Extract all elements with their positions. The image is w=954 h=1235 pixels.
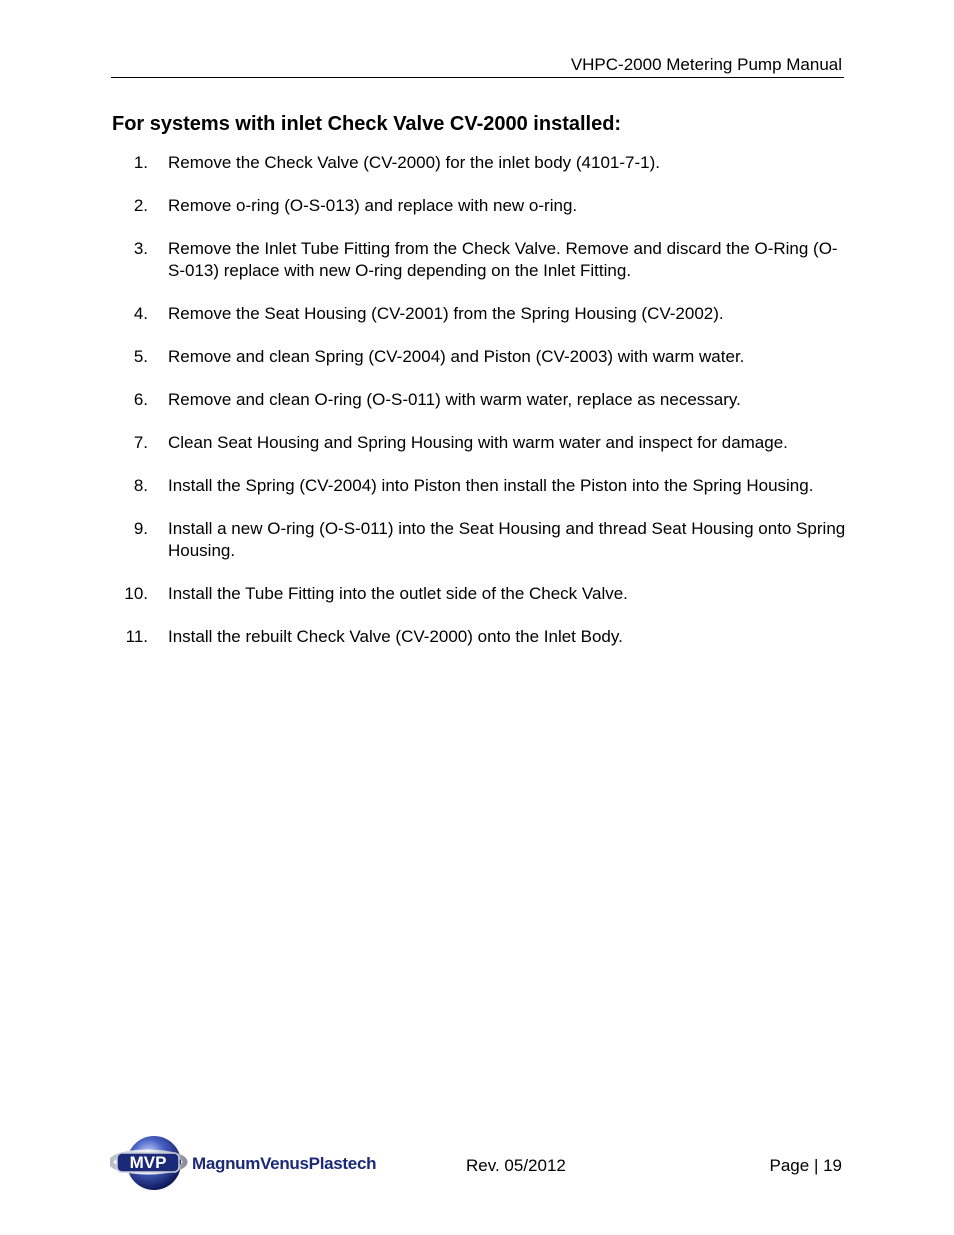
step-number: 5. — [133, 347, 148, 366]
section-heading: For systems with inlet Check Valve CV-2000 installed: — [112, 113, 622, 135]
step-number: 4. — [133, 304, 148, 323]
step-number: 8. — [133, 476, 148, 495]
procedure-step — [112, 303, 847, 325]
step-text: Remove the Inlet Tube Fitting from the Check Valve. Remove and discard the O-Ring (O-S-013) replace with new O-ring depending on the Inlet Fitting. — [168, 239, 838, 280]
logo-wordmark: MagnumVenusPlastech — [192, 1154, 377, 1173]
page-number: Page | 19 — [769, 1156, 842, 1175]
mvp-globe-logo-icon — [110, 1131, 190, 1195]
procedure-step — [112, 626, 847, 648]
step-number: 10. — [124, 584, 148, 603]
step-text: Install a new O-ring (O-S-011) into the Seat Housing and thread Seat Housing onto Spring Housing. — [168, 519, 846, 560]
procedure-step — [112, 432, 847, 454]
step-number: 1. — [133, 153, 148, 172]
header-divider — [111, 77, 844, 78]
procedure-step — [112, 583, 847, 605]
step-text: Install the Spring (CV-2004) into Piston then install the Piston into the Spring Housing. — [168, 476, 814, 495]
step-text: Remove o-ring (O-S-013) and replace with new o-ring. — [168, 196, 578, 215]
step-text: Remove and clean Spring (CV-2004) and Piston (CV-2003) with warm water. — [168, 347, 745, 366]
step-text: Remove the Check Valve (CV-2000) for the inlet body (4101-7-1). — [168, 153, 660, 172]
step-number: 3. — [133, 239, 148, 258]
step-number: 9. — [133, 519, 148, 538]
procedure-step — [112, 518, 847, 562]
step-number: 2. — [133, 196, 148, 215]
step-text: Install the Tube Fitting into the outlet side of the Check Valve. — [168, 584, 628, 603]
procedure-step-list — [112, 152, 847, 669]
procedure-step — [112, 195, 847, 217]
step-text: Clean Seat Housing and Spring Housing with warm water and inspect for damage. — [168, 433, 788, 452]
step-number: 7. — [133, 433, 148, 452]
step-number: 6. — [133, 390, 148, 409]
procedure-step — [112, 475, 847, 497]
step-text: Remove and clean O-ring (O-S-011) with warm water, replace as necessary. — [168, 390, 741, 409]
company-logo — [110, 1131, 395, 1195]
logo-mark-text: MVP — [129, 1153, 167, 1172]
step-text: Remove the Seat Housing (CV-2001) from the Spring Housing (CV-2002). — [168, 304, 724, 323]
procedure-step — [112, 346, 847, 368]
step-number: 11. — [125, 627, 148, 646]
document-header-title: VHPC-2000 Metering Pump Manual — [570, 55, 842, 74]
procedure-step — [112, 238, 847, 282]
procedure-step — [112, 152, 847, 174]
step-text: Install the rebuilt Check Valve (CV-2000) onto the Inlet Body. — [168, 627, 623, 646]
procedure-step — [112, 389, 847, 411]
revision-date: Rev. 05/2012 — [466, 1156, 566, 1175]
